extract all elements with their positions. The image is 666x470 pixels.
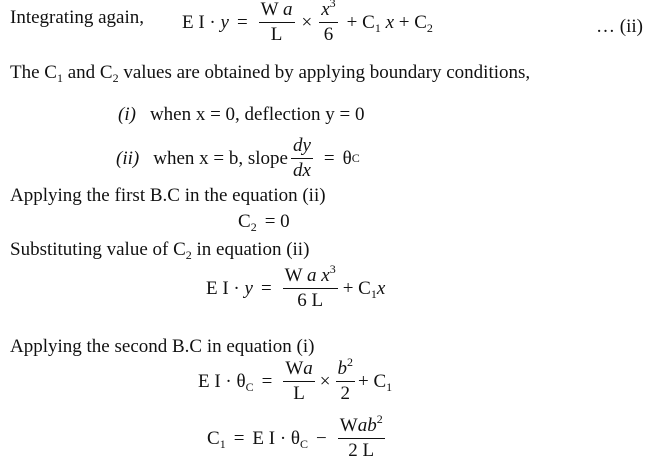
fraction-wa-over-l: $\frac{\text{W a}}{L}$ [260,0,293,45]
condition-ii: (ii) when x = b, slope $\frac{dy}{dx}$ = θ C [116,135,360,181]
c2-equals-zero: $C_2 = 0$ [238,211,290,234]
deflection-equation: E I · y = $\frac{W a x^3}{6 L}$ + $C_1x$ [206,262,386,311]
integration-step-line [10,8,144,27]
fraction-wab2-over-2l: $\frac{Wab^2}{2 L}$ [339,412,383,461]
condition-i: (i) when x = 0, deflection y = 0 [118,104,365,125]
fraction-b2-over-2: $\frac{b^2}{2}$ [337,355,354,404]
c1-solution: $C_1$ = E $I \cdot \theta_C$ − $\frac{Wab^2}{2 L}$ [207,412,383,461]
fraction-x3-over-6: $\frac{x^3}{6}$ [321,0,336,45]
slope-equation: E $I \cdot \theta_C$ = $\frac{Wa}{L}$ × $\frac{b^2}{2}$ + $C_1$ [198,355,393,404]
equation-tag-ii: … (ii) [596,16,643,37]
fraction-wa-over-l-2: $\frac{Wa}{L}$ [285,358,313,404]
fraction-dy-dx: $\frac{dy}{dx}$ [292,135,311,181]
second-bc-line: Applying the second B.C in equation (i) [10,336,315,357]
integrating-label: Integrating again, [10,7,145,28]
substituting-line: Substituting value of $C_2$ in equation (ii) [10,239,310,262]
equation-ii: E I · y = $\frac{\text{W a}}{L}$ × $\frac{x^3}{6}$ + $C_1$ $x + C_2$ [182,0,433,45]
fraction-wax3-over-6l: $\frac{W a x^3}{6 L}$ [284,262,336,311]
first-bc-line: Applying the first B.C in the equation (ii) [10,185,326,206]
boundary-intro-line: The $C_1$ and $C_2$ values are obtained by applying boundary conditions, [10,62,531,85]
